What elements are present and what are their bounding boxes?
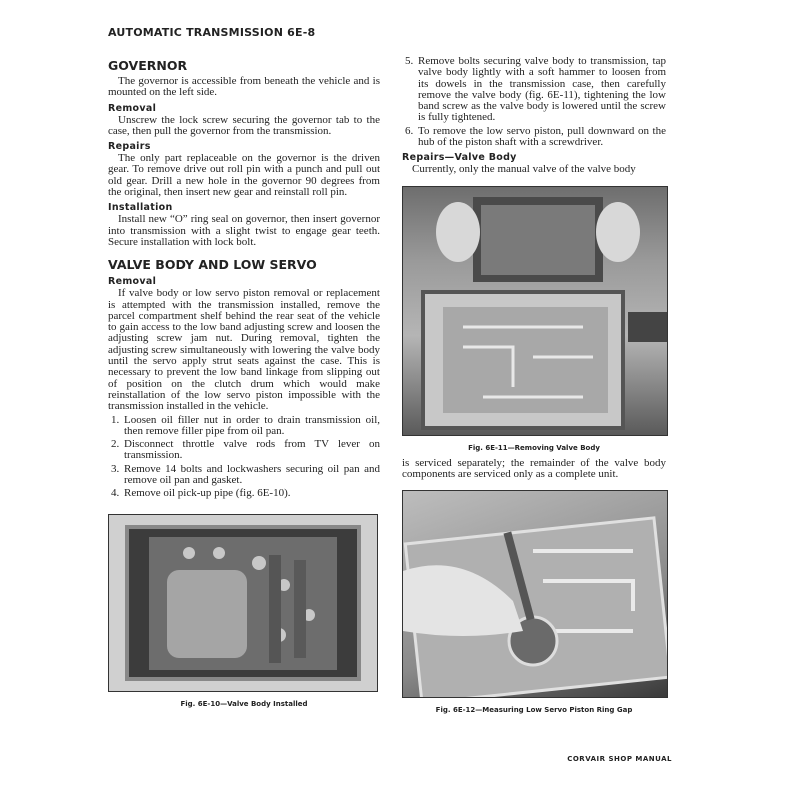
valve-body-heading: VALVE BODY AND LOW SERVO xyxy=(108,257,317,273)
step-text: Disconnect throttle valve rods from TV lever on transmission. xyxy=(124,438,380,462)
step-text: Remove bolts securing valve body to transmission, tap valve body lightly with a soft hammer to loosen from its dowels in the transmission case, then carefully remove the valve body (fig. 6E-11), tightening the low band screw as the valve body is lowered until the screw is fully tightened. xyxy=(418,55,666,124)
page-footer: CORVAIR SHOP MANUAL xyxy=(567,755,672,763)
governor-repairs-text: The only part replaceable on the governor is the driven gear. To remove drive out roll pin with a punch and pull out old gear. Drill a new hole in the governor 90 degrees from the original, then insert new gear and reinstall roll pin. xyxy=(108,152,380,199)
step-item xyxy=(108,464,380,487)
governor-repairs-heading: Repairs xyxy=(108,141,151,153)
valve-body-removal-image xyxy=(403,187,667,435)
fig-6e-12-caption: Fig. 6E-12—Measuring Low Servo Piston Ring Gap xyxy=(435,706,633,715)
right-column xyxy=(402,56,666,720)
governor-removal-heading: Removal xyxy=(108,102,157,114)
step-number: 5. xyxy=(405,55,414,67)
step-text: Remove oil pick-up pipe (fig. 6E-10). xyxy=(124,487,291,500)
left-column xyxy=(108,58,380,714)
removal-steps-left xyxy=(108,415,380,500)
valve-body-removal-heading: Removal xyxy=(108,276,157,288)
governor-intro: The governor is accessible from beneath the vehicle and is mounted on the left side. xyxy=(108,75,380,99)
valve-body-repairs-text-continued: is serviced separately; the remainder of the valve body components are serviced only as a complete unit. xyxy=(402,456,666,480)
removal-steps-right xyxy=(402,56,666,148)
valve-body-repairs-text: Currently, only the manual valve of the valve body xyxy=(412,163,636,176)
governor-removal-text: Unscrew the lock screw securing the governor tab to the case, then pull the governor from the transmission. xyxy=(108,113,380,137)
fig-6e-12-photo xyxy=(402,490,668,698)
valve-body-installed-image xyxy=(109,515,377,691)
step-number: 2. xyxy=(111,438,120,451)
fig-6e-10-photo xyxy=(108,514,378,692)
step-item xyxy=(108,439,380,462)
step-text: Remove 14 bolts and lockwashers securing oil pan and remove oil pan and gasket. xyxy=(124,462,380,487)
valve-body-repairs-heading: Repairs—Valve Body xyxy=(402,152,517,164)
page-header: AUTOMATIC TRANSMISSION 6E-8 xyxy=(108,26,316,39)
governor-installation-text: Install new “O” ring seal on governor, then insert governor into transmission with a slight twist to engage gear teeth. Secure installation with lock bolt. xyxy=(108,213,380,248)
step-text: To remove the low servo piston, pull downward on the hub of the piston shaft with a screwdriver. xyxy=(418,124,666,149)
step-item xyxy=(402,126,666,149)
step-item xyxy=(108,415,380,438)
step-number: 3. xyxy=(111,462,120,475)
step-number: 6. xyxy=(405,124,414,137)
servo-ring-gap-image xyxy=(403,491,667,697)
fig-6e-10-caption: Fig. 6E-10—Valve Body Installed xyxy=(180,699,308,708)
step-number: 1. xyxy=(111,413,120,426)
step-text: Loosen oil filler nut in order to drain transmission oil, then remove filler pipe from oil pan. xyxy=(124,413,380,437)
governor-heading: GOVERNOR xyxy=(108,58,188,73)
step-item xyxy=(402,56,666,124)
valve-body-removal-text: If valve body or low servo piston removal or replacement is attempted with the transmission installed, remove the parcel compartment shelf behind the rear seat of the vehicle to gain access to the low band adjusting screw and loosen the adjusting screw jam nut. During removal, tighten the adjusting screw simultaneously with lowering the valve body until the servo apply strut seats against the case. This is necessary to prevent the low band linkage from slipping out of position on the clutch drum which would make reinstallation of the low servo piston impossible with the transmission installed in the vehicle. xyxy=(108,287,380,413)
step-item xyxy=(108,488,380,499)
fig-6e-11-caption: Fig. 6E-11—Removing Valve Body xyxy=(468,443,600,452)
fig-6e-11-photo xyxy=(402,186,668,436)
step-number: 4. xyxy=(111,487,120,500)
governor-installation-heading: Installation xyxy=(108,202,173,214)
